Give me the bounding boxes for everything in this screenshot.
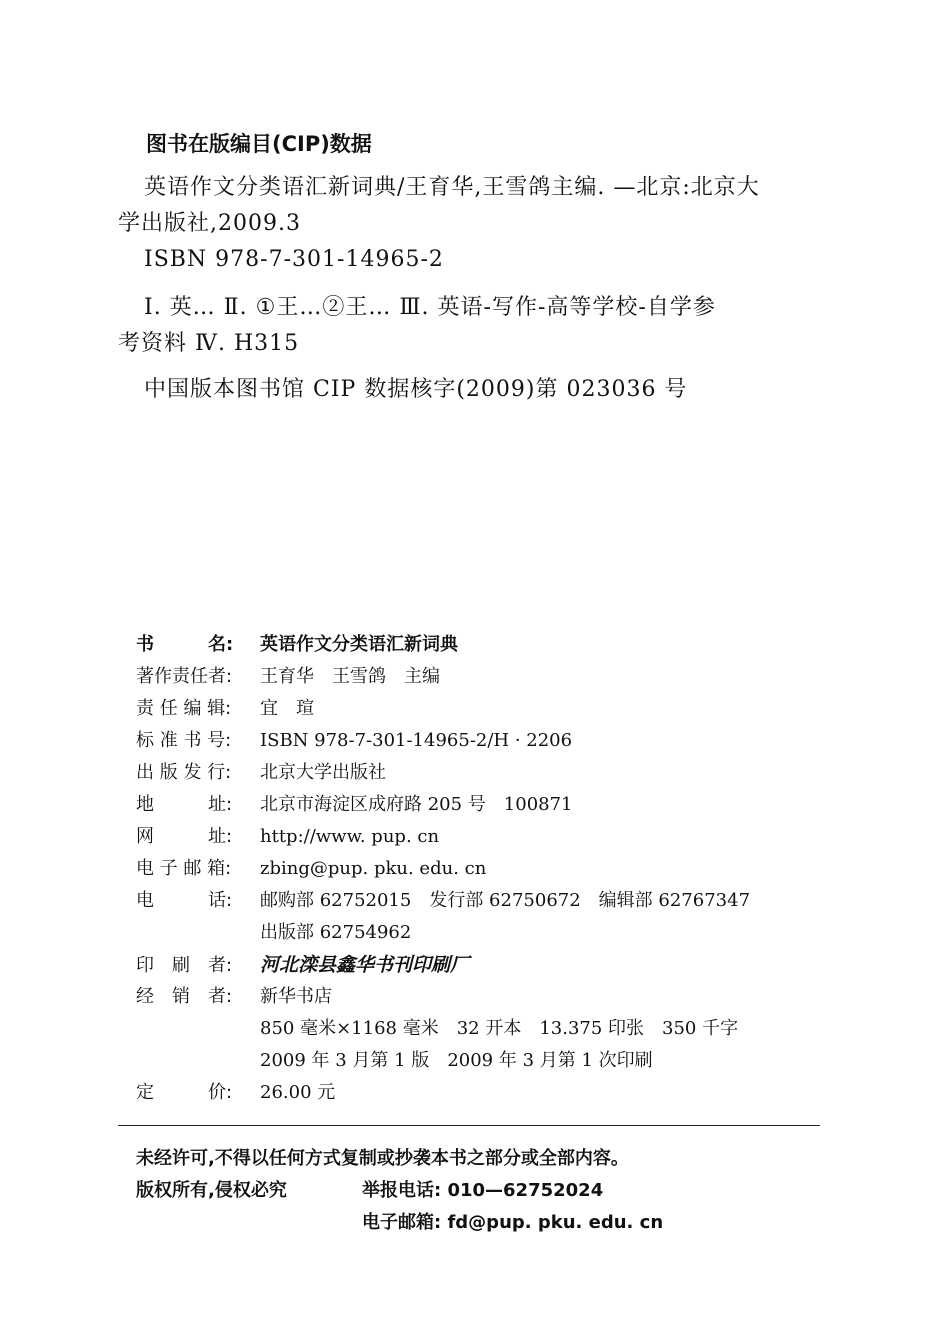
info-row-isbn [136,728,572,754]
cip-isbn: ISBN 978-7-301-14965-2 [144,247,444,272]
info-value: 邮购部 62752015 发行部 62750672 编辑部 62767347 [260,890,751,911]
notice-report-phone: 举报电话: 010—62752024 [362,1180,604,1201]
info-format: 850 毫米×1168 毫米 32 开本 13.375 印张 350 千字 [260,1018,739,1039]
info-value: 宜 瑄 [260,698,314,719]
cip-subjects-line2: 考资料 Ⅳ. H315 [118,331,300,356]
info-label: 责 任 编 辑: [136,698,232,719]
cip-subjects-line1: Ⅰ. 英… Ⅱ. ①王…②王… Ⅲ. 英语-写作-高等学校-自学参 [144,295,716,320]
info-value: 英语作文分类语汇新词典 [260,634,458,655]
info-value: 王育华 王雪鸽 主编 [260,666,440,687]
info-phone-continued: 出版部 62754962 [260,922,412,943]
info-value: 北京市海淀区成府路 205 号 100871 [260,794,573,815]
info-value: 新华书店 [260,986,332,1007]
info-label: 网 址: [136,826,233,847]
info-row-authors [136,664,440,690]
info-label: 定 价: [136,1082,233,1103]
info-value: 河北滦县鑫华书刊印刷厂 [260,954,470,976]
info-row-address [136,792,573,818]
info-value: 北京大学出版社 [260,762,386,783]
info-edition: 2009 年 3 月第 1 版 2009 年 3 月第 1 次印刷 [260,1050,653,1071]
info-label: 经 销 者: [136,986,233,1007]
info-row-printer [136,952,469,979]
info-label: 电 话: [136,890,233,911]
notice-no-copy: 未经许可,不得以任何方式复制或抄袭本书之部分或全部内容。 [136,1148,629,1169]
info-row-email [136,856,486,882]
info-label: 出 版 发 行: [136,762,232,783]
cip-title: 图书在版编目(CIP)数据 [146,132,372,156]
notice-report-email: 电子邮箱: fd@pup. pku. edu. cn [362,1212,664,1233]
info-value: http://www. pup. cn [260,826,440,847]
info-label: 著作责任者: [136,666,233,687]
info-value: 26.00 元 [260,1082,336,1103]
info-row-distributor [136,984,332,1010]
info-row-publisher [136,760,386,786]
divider [118,1125,820,1126]
info-row-editor [136,696,314,722]
info-label: 印 刷 者: [136,955,233,976]
info-label: 地 址: [136,794,233,815]
info-row-phone [136,888,750,914]
info-row-price [136,1080,335,1106]
info-row-website [136,824,439,850]
info-row-book-name [136,632,458,658]
info-label: 标 准 书 号: [136,730,232,751]
cip-entry-line2: 学出版社,2009.3 [118,211,301,236]
info-value: zbing@pup. pku. edu. cn [260,858,487,879]
notice-rights: 版权所有,侵权必究 [136,1180,287,1201]
info-label: 书 名: [136,634,234,655]
info-label: 电 子 邮 箱: [136,858,232,879]
cip-number: 中国版本图书馆 CIP 数据核字(2009)第 023036 号 [144,377,688,402]
info-value: ISBN 978-7-301-14965-2/H · 2206 [260,730,573,751]
cip-entry-line1: 英语作文分类语汇新词典/王育华,王雪鸽主编. —北京:北京大 [144,175,760,200]
